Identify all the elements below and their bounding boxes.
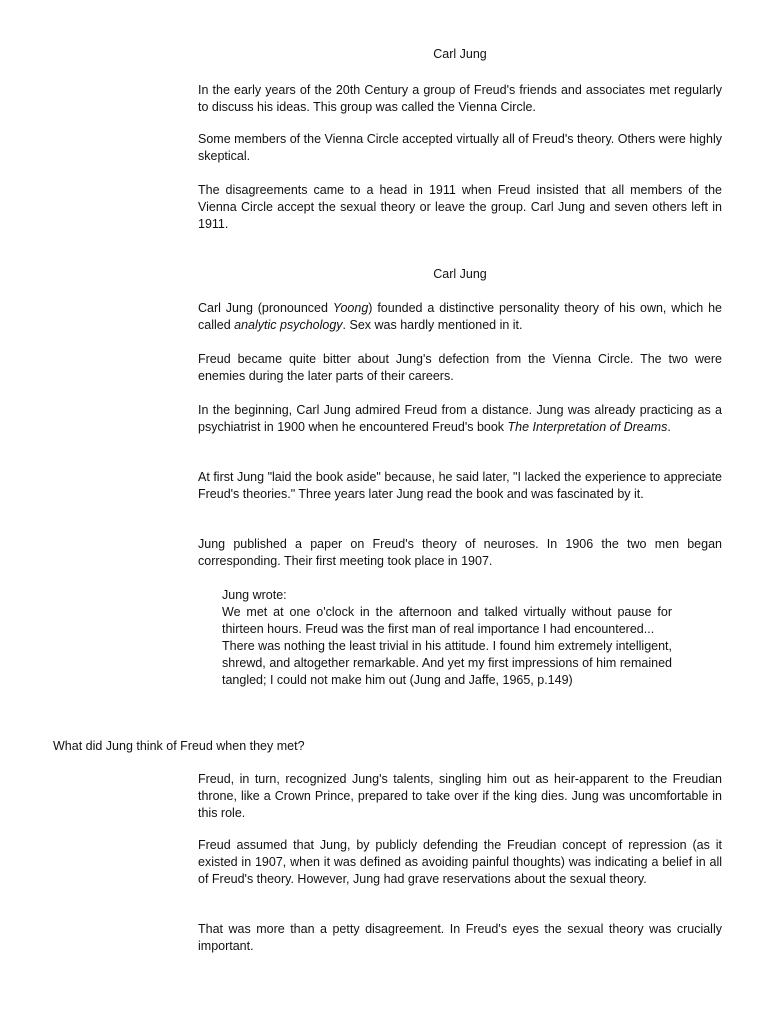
paragraph-book-aside: At first Jung "laid the book aside" because, he said later, "I lacked the experience to appreciate Freud's theories." Three years later Jung read the book and was fascinated by it. [198, 470, 722, 501]
quote-paragraph-1: We met at one o'clock in the afternoon and talked virtually without pause for thirteen hours. Freud was the first man of real importance I had encountered... [222, 605, 672, 636]
paragraph-freud-bitter: Freud became quite bitter about Jung's defection from the Vienna Circle. The two were enemies during the later parts of their careers. [198, 352, 722, 383]
italic-yoong: Yoong [332, 301, 369, 315]
italic-book-title: The Interpretation of Dreams [507, 420, 668, 434]
question-heading: What did Jung think of Freud when they met? [53, 739, 305, 753]
quote-intro: Jung wrote: [222, 588, 287, 602]
paragraph-members-skeptical: Some members of the Vienna Circle accepted virtually all of Freud's theory. Others were highly skeptical. [198, 132, 722, 163]
block-quote [222, 587, 672, 689]
text-run: In the beginning, Carl Jung admired Freud from a distance. Jung was already practicing as a psychiatrist in 1900 when he encountered Freud's book [198, 403, 722, 434]
paragraph-analytic-psychology [198, 300, 722, 334]
paragraph-published-paper: Jung published a paper on Freud's theory of neuroses. In 1906 the two men began corresponding. Their first meeting took place in 1907. [198, 537, 722, 568]
quote-paragraph-2: There was nothing the least trivial in his attitude. I found him extremely intelligent, shrewd, and altogether remarkable. And yet my first impressions of him remained tangled; I could not make him out (Jung and Jaffe, 1965, p.149) [222, 639, 672, 687]
text-run: Carl Jung (pronounced [198, 301, 333, 315]
italic-analytic-psychology: analytic psychology [234, 318, 343, 332]
text-run: . Sex was hardly mentioned in it. [342, 318, 523, 332]
paragraph-heir-apparent: Freud, in turn, recognized Jung's talents, singling him out as heir-apparent to the Freudian throne, like a Crown Prince, prepared to take over if the king dies. Jung was uncomfortable in this role. [198, 772, 722, 820]
paragraph-petty-disagreement: That was more than a petty disagreement. In Freud's eyes the sexual theory was crucially important. [198, 922, 722, 953]
paragraph-vienna-circle: In the early years of the 20th Century a group of Freud's friends and associates met regularly to discuss his ideas. This group was called the Vienna Circle. [198, 83, 722, 114]
section-title-1: Carl Jung [433, 47, 487, 61]
section-title-2: Carl Jung [433, 267, 487, 281]
paragraph-repression: Freud assumed that Jung, by publicly defending the Freudian concept of repression (as it existed in 1907, when it was defined as avoiding painful thoughts) was indicating a belief in all of Freud's theory. However, Jung had grave reservations about the sexual theory. [198, 838, 722, 886]
text-run: . [667, 420, 671, 434]
paragraph-disagreements: The disagreements came to a head in 1911 when Freud insisted that all members of the Vienna Circle accept the sexual theory or leave the group. Carl Jung and seven others left in 1911. [198, 183, 722, 231]
text-run: ) founded a distinctive personality theory of his own, which he called [198, 301, 722, 332]
paragraph-jung-admired [198, 402, 722, 436]
